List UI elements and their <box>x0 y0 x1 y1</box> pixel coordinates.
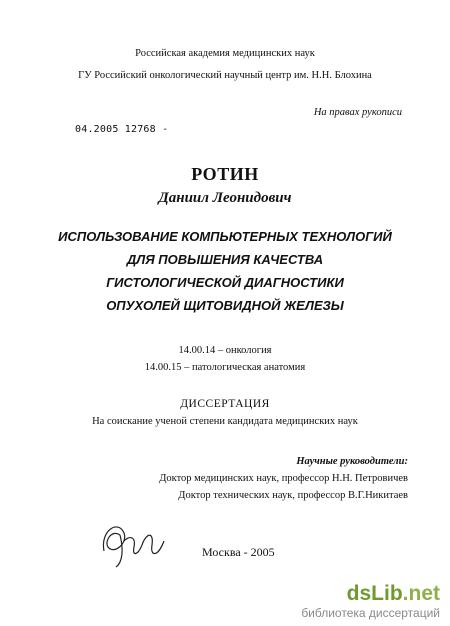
org-line-1: Российская академия медицинских наук <box>135 48 315 59</box>
watermark-logo-main: dsLib <box>346 582 403 605</box>
registration-number: 04.2005 12768 - <box>75 124 169 135</box>
specialty-2: 14.00.15 – патологическая анатомия <box>144 362 306 373</box>
watermark-logo-suffix: .net <box>402 582 440 605</box>
specialty-1: 14.00.14 – онкология <box>178 345 272 356</box>
handwritten-signature <box>94 511 174 571</box>
supervisor-2: Доктор технических наук, профессор В.Г.Никитаев <box>178 490 408 501</box>
rights-note: На правах рукописи <box>313 107 402 118</box>
author-name: Даниил Леонидович <box>158 190 292 206</box>
place-year: Москва - 2005 <box>202 545 275 559</box>
title-line-1: ИСПОЛЬЗОВАНИЕ КОМПЬЮТЕРНЫХ ТЕХНОЛОГИЙ <box>58 229 392 244</box>
title-line-4: ОПУХОЛЕЙ ЩИТОВИДНОЙ ЖЕЛЕЗЫ <box>106 298 344 313</box>
org-line-2: ГУ Российский онкологический научный центр им. Н.Н. Блохина <box>78 70 372 81</box>
document-type: ДИССЕРТАЦИЯ <box>180 398 270 410</box>
author-surname: РОТИН <box>191 164 259 184</box>
degree-line: На соискание ученой степени кандидата медицинских наук <box>92 416 358 427</box>
dslib-watermark <box>301 583 440 620</box>
watermark-logo <box>301 583 440 604</box>
supervisor-1: Доктор медицинских наук, профессор Н.Н. Петровичев <box>159 473 408 484</box>
title-line-2: ДЛЯ ПОВЫШЕНИЯ КАЧЕСТВА <box>126 252 324 267</box>
supervisors-heading: Научные руководители: <box>296 456 408 467</box>
watermark-subtitle: библиотека диссертаций <box>301 606 440 620</box>
title-line-3: ГИСТОЛОГИЧЕСКОЙ ДИАГНОСТИКИ <box>106 275 344 290</box>
